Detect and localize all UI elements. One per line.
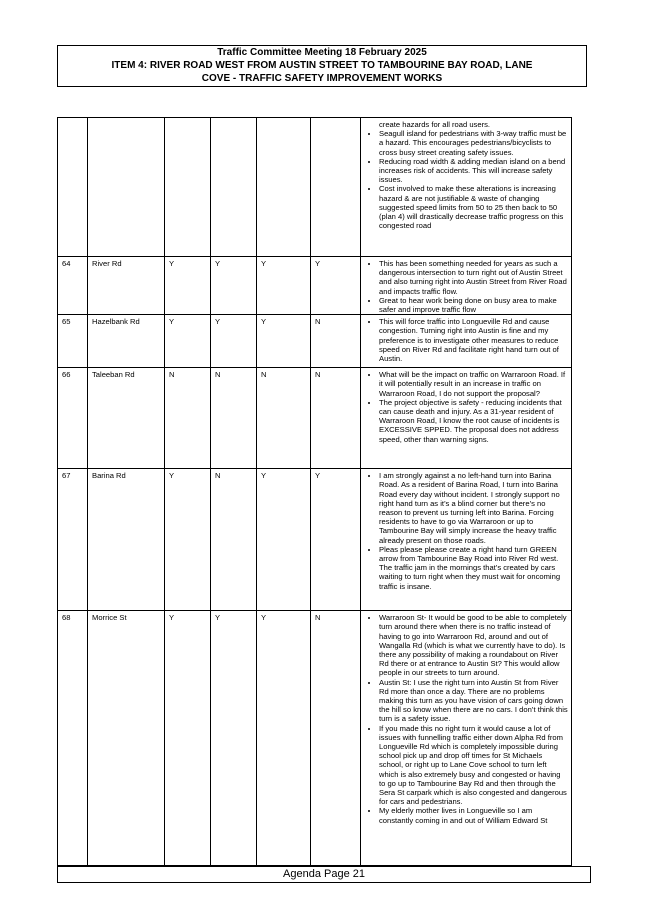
response-number-cell: 67 xyxy=(58,469,88,611)
street-cell: Barina Rd xyxy=(88,469,165,611)
comments-cell xyxy=(361,315,572,368)
comments-cell xyxy=(361,368,572,469)
answer-cell-2: N xyxy=(211,469,257,611)
response-number-cell: 64 xyxy=(58,257,88,315)
table-row xyxy=(58,611,572,866)
comments-cell xyxy=(361,611,572,866)
answer-cell-3: Y xyxy=(257,611,311,866)
comment-list xyxy=(365,471,568,591)
answer-cell-2: Y xyxy=(211,257,257,315)
street-cell: Morrice St xyxy=(88,611,165,866)
responses-table-body xyxy=(58,118,572,866)
comments-cell xyxy=(361,469,572,611)
comment-item: • The project objective is safety - reducing incidents that can cause death and injury. As a 31-year resident of Warraroon Road, I know the root cause of incidents is EXCESSIVE SPPED. The proposal does not address speed, other than warning signs. xyxy=(379,398,568,444)
answer-cell-3: N xyxy=(257,368,311,469)
response-number-cell: 65 xyxy=(58,315,88,368)
agenda-page-number: Agenda Page 21 xyxy=(283,868,365,880)
table-row xyxy=(58,368,572,469)
comment-item: • What will be the impact on traffic on Warraroon Road. If it will potentially result in an increase in traffic on Warraroon Road, I do not support the proposal? xyxy=(379,370,568,398)
answer-cell-1: Y xyxy=(165,257,211,315)
answer-cell-4: N xyxy=(311,368,361,469)
document-header xyxy=(57,45,587,87)
response-number-cell: 66 xyxy=(58,368,88,469)
comment-item: • Austin St: I use the right turn into Austin St from River Rd more than once a day. There are no problems making this turn as you have vision of cars going down the hill so know when there are no cars. I don’t think this turn is a safety issue. xyxy=(379,678,568,724)
comment-item: • My elderly mother lives in Longueville so I am constantly coming in and out of William Edward St xyxy=(379,806,568,824)
comment-list xyxy=(365,259,568,314)
answer-cell-1: Y xyxy=(165,469,211,611)
response-number-cell: 68 xyxy=(58,611,88,866)
comment-item: create hazards for all road users. xyxy=(379,120,491,129)
street-cell: River Rd xyxy=(88,257,165,315)
item-title-line-1: ITEM 4: RIVER ROAD WEST FROM AUSTIN STREET TO TAMBOURINE BAY ROAD, LANE xyxy=(111,59,533,71)
answer-cell-2: N xyxy=(211,368,257,469)
table-row xyxy=(58,118,572,257)
comment-item: • Seagull island for pedestrians with 3-way traffic must be a hazard. This encourages pedestrians/bicyclists to cross busy street creating safety issues. xyxy=(379,129,568,157)
comment-list xyxy=(365,370,568,444)
table-row xyxy=(58,257,572,315)
comment-list xyxy=(365,317,568,363)
answer-cell-4: Y xyxy=(311,469,361,611)
table-row xyxy=(58,469,572,611)
street-cell: Taleeban Rd xyxy=(88,368,165,469)
comments-cell xyxy=(361,257,572,315)
answer-cell-4 xyxy=(311,118,361,257)
answer-cell-4: N xyxy=(311,315,361,368)
answer-cell-1: Y xyxy=(165,611,211,866)
comment-item: • Great to hear work being done on busy area to make safer and improve traffic flow xyxy=(379,296,568,314)
answer-cell-3: Y xyxy=(257,315,311,368)
comment-item: • This has been something needed for years as such a dangerous intersection to turn right out of Austin Street and also turning right into Austin Street from River Road and impacts traffic flow. xyxy=(379,259,568,296)
answer-cell-3: Y xyxy=(257,257,311,315)
street-cell xyxy=(88,118,165,257)
comment-item: • Reducing road width & adding median island on a bend increases risk of accidents. This will increase safety issues. xyxy=(379,157,568,185)
comments-cell xyxy=(361,118,572,257)
street-cell: Hazelbank Rd xyxy=(88,315,165,368)
page-footer xyxy=(57,866,591,883)
answer-cell-2: Y xyxy=(211,315,257,368)
comment-item: • Warraroon St- It would be good to be able to completely turn around there when there is no traffic instead of having to go into Warraroon Rd, around and out of Wangalla Rd (which is what we currently have to do). Is there any possibility of making a roundabout on River Rd there or at entrance to Austin St? This would allow people in our streets to turn around. xyxy=(379,613,568,677)
answer-cell-1: N xyxy=(165,368,211,469)
responses-table xyxy=(57,117,572,866)
comment-item: • Cost involved to make these alterations is increasing hazard & are not justifiable & waste of changing suggested speed limits from 50 to 25 then back to 50 (plan 4) will drastically decrease traffic progress on this congested road xyxy=(379,184,568,230)
comment-item: • Pleas please please create a right hand turn GREEN arrow from Tambourine Bay Road into River Rd west. The traffic jam in the mornings that’s created by cars waiting to turn right when they must wait for oncoming traffic is insane. xyxy=(379,545,568,591)
comment-list xyxy=(365,120,568,230)
item-title-line-2: COVE - TRAFFIC SAFETY IMPROVEMENT WORKS xyxy=(201,72,443,84)
comment-item: • If you made this no right turn it would cause a lot of issues with funnelling traffic either down Alpha Rd from Longueville Rd which is completely impossible during school pick up and drop off times for St Michaels school, or right up to Lane Cove school to turn left which is also extremely busy and congested or having to go up to Tambourine Bay Rd and then through the Sera St carpark which is also congested and dangerous for cars and pedestrians. xyxy=(379,724,568,807)
comment-item: • I am strongly against a no left-hand turn into Barina Road. As a resident of Barina Road, I turn into Barina Road every day without incident. I strongly support no right hand turn as it’s a blind corner but there’s no reason to prevent us turning left into Barina. Forcing residents to have to go via Warraroon or up to Tambourine Bay will simply increase the heavy traffic already present on those roads. xyxy=(379,471,568,545)
answer-cell-4: N xyxy=(311,611,361,866)
answer-cell-1 xyxy=(165,118,211,257)
answer-cell-3: Y xyxy=(257,469,311,611)
answer-cell-1: Y xyxy=(165,315,211,368)
answer-cell-2 xyxy=(211,118,257,257)
answer-cell-4: Y xyxy=(311,257,361,315)
table-row xyxy=(58,315,572,368)
response-number-cell xyxy=(58,118,88,257)
meeting-title: Traffic Committee Meeting 18 February 2025 xyxy=(217,47,427,58)
answer-cell-2: Y xyxy=(211,611,257,866)
answer-cell-3 xyxy=(257,118,311,257)
comment-item: • This will force traffic into Longueville Rd and cause congestion. Turning right into Austin is fine and my preference is to investigate other measures to reduce speed on River Rd and facilitate right hand turn out of Austin. xyxy=(379,317,568,363)
comment-list xyxy=(365,613,568,825)
